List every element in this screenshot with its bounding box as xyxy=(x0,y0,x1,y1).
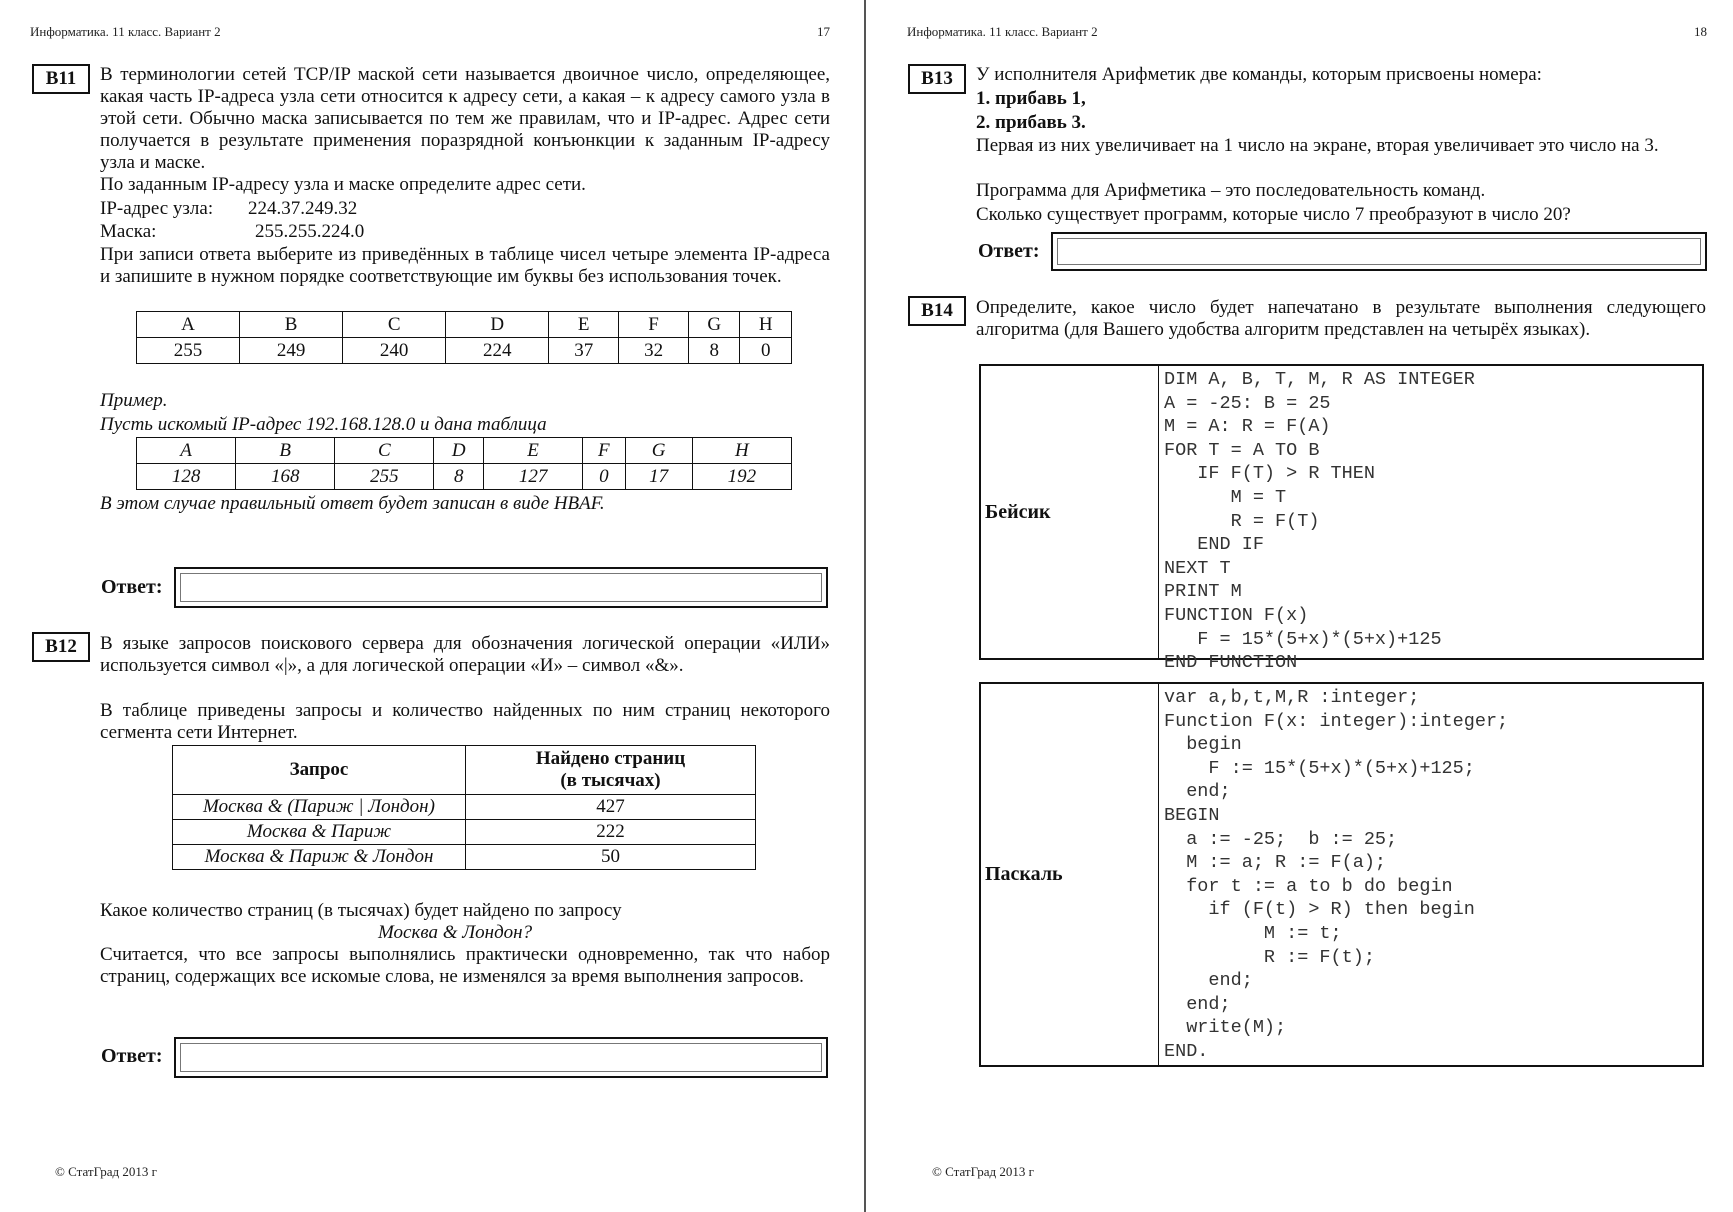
found-cell: 427 xyxy=(466,795,756,820)
table-row xyxy=(173,746,756,795)
b12-note: Считается, что все запросы выполнялись практически одновременно, так что набор страниц, содержащих все искомые слова, не изменялся за время выполнения запросов. xyxy=(100,944,830,987)
b12-answer-label: Ответ: xyxy=(101,1045,163,1067)
table-cell: 240 xyxy=(343,338,446,364)
b11-mask-value: 255.255.224.0 xyxy=(255,221,365,242)
basic-code: DIM A, B, T, M, R AS INTEGER A = -25: B = 25 M = A: R = F(A) FOR T = A TO B IF F(T) > R THEN M = T R = F(T) END IF NEXT T PRINT M FUNCTION F(x) F = 15*(5+x)*(5+x)+125 END FUNCTION xyxy=(1164,369,1475,674)
table-cell: 0 xyxy=(583,464,625,490)
table-row xyxy=(137,338,792,364)
b11-table xyxy=(136,311,792,364)
b12-intro: В языке запросов поискового сервера для обозначения логической операции «ИЛИ» используется символ «|», а для логической операции «И» – символ «&». xyxy=(100,633,830,676)
table-cell: 224 xyxy=(446,338,549,364)
table-header-cell: C xyxy=(335,438,434,464)
query-cell: Москва & Париж & Лондон xyxy=(173,845,466,870)
task-label-b13: B13 xyxy=(908,64,966,94)
column-header-query: Запрос xyxy=(173,746,466,795)
table-cell: 8 xyxy=(689,338,740,364)
b11-example-result: В этом случае правильный ответ будет записан в виде HBAF. xyxy=(100,493,605,514)
b13-answer-label: Ответ: xyxy=(978,240,1040,262)
b13-question: Сколько существует программ, которые число 7 преобразуют в число 20? xyxy=(976,204,1571,225)
table-header-cell: A xyxy=(137,312,240,338)
b11-instruction: При записи ответа выберите из приведённых в таблице чисел четыре элемента IP-адреса и запишите в нужном порядке соответствующие им буквы без использования точек. xyxy=(100,244,830,287)
basic-code-block xyxy=(979,364,1704,674)
b11-example-title: Пример. xyxy=(100,390,168,411)
page-header: Информатика. 11 класс. Вариант 2 xyxy=(907,24,1098,39)
b11-ip-label: IP-адрес узла: xyxy=(100,198,214,219)
b11-mask-label: Маска: xyxy=(100,221,157,242)
page-header: Информатика. 11 класс. Вариант 2 xyxy=(30,24,221,39)
b14-intro: Определите, какое число будет напечатано в результате выполнения следующего алгоритма (для Вашего удобства алгоритм представлен на четырёх языках). xyxy=(976,297,1706,340)
page-footer: © СтатГрад 2013 г xyxy=(932,1164,1034,1179)
page-footer: © СтатГрад 2013 г xyxy=(55,1164,157,1179)
table-row xyxy=(137,438,792,464)
b11-example-table xyxy=(136,437,792,490)
b11-example-text: Пусть искомый IP-адрес 192.168.128.0 и дана таблица xyxy=(100,414,547,435)
table-cell: 0 xyxy=(740,338,792,364)
b13-answer-field[interactable] xyxy=(1051,232,1707,271)
table-header-cell: F xyxy=(619,312,689,338)
table-cell: 8 xyxy=(434,464,484,490)
column-header-found-line1: Найдено страниц xyxy=(535,748,686,769)
table-cell: 249 xyxy=(240,338,343,364)
b13-program: Программа для Арифметика – это последовательность команд. xyxy=(976,180,1486,201)
b13-description: Первая из них увеличивает на 1 число на экране, вторая увеличивает это число на 3. xyxy=(976,135,1659,156)
table-cell: 168 xyxy=(236,464,335,490)
page-number: 17 xyxy=(817,24,830,39)
found-cell: 50 xyxy=(466,845,756,870)
b12-table-intro: В таблице приведены запросы и количество найденных по ним страниц некоторого сегмента сети Интернет. xyxy=(100,700,830,743)
page-divider xyxy=(864,0,866,1212)
table-header-cell: E xyxy=(549,312,619,338)
b11-intro: В терминологии сетей TCP/IP маской сети называется двоичное число, определяющее, какая часть IP-адреса узла сети относится к адресу сети, а какая – к адресу самого узла в этой сети. Обычно маска записывается по тем же правилам, что и IP-адрес. Адрес сети получается в результате применения поразрядной конъюнкции к заданным IP-адресу узла и маске. xyxy=(100,64,830,173)
page-number: 18 xyxy=(1694,24,1707,39)
table-cell: 37 xyxy=(549,338,619,364)
column-header-found xyxy=(466,746,756,795)
b12-query-table xyxy=(172,745,756,870)
task-label-b12: B12 xyxy=(32,632,90,662)
table-cell: 128 xyxy=(137,464,236,490)
task-label-b11: B11 xyxy=(32,64,90,94)
pascal-code: var a,b,t,M,R :integer; Function F(x: integer):integer; begin F := 15*(5+x)*(5+x)+125; end; BEGIN a := -25; b := 25; M := a; R := F(a); for t := a to b do begin if (F(t) > R) then begin M := t; R := F(t); end; end; write(M); END. xyxy=(1164,687,1509,1062)
found-cell: 222 xyxy=(466,820,756,845)
task-label-b14: B14 xyxy=(908,296,966,326)
table-header-cell: A xyxy=(137,438,236,464)
table-cell: 192 xyxy=(692,464,791,490)
b11-answer-label: Ответ: xyxy=(101,576,163,598)
table-cell: 32 xyxy=(619,338,689,364)
table-header-cell: G xyxy=(689,312,740,338)
b11-task: По заданным IP-адресу узла и маске определите адрес сети. xyxy=(100,174,586,195)
basic-language-label: Бейсик xyxy=(981,366,1159,658)
b11-ip-value: 224.37.249.32 xyxy=(248,198,358,219)
query-cell: Москва & (Париж | Лондон) xyxy=(173,795,466,820)
b12-question: Какое количество страниц (в тысячах) будет найдено по запросу xyxy=(100,900,622,921)
b12-question-query: Москва & Лондон? xyxy=(378,922,533,943)
table-row xyxy=(173,795,756,820)
table-header-cell: D xyxy=(434,438,484,464)
table-header-cell: H xyxy=(740,312,792,338)
table-cell: 255 xyxy=(335,464,434,490)
query-cell: Москва & Париж xyxy=(173,820,466,845)
pascal-code-block xyxy=(979,682,1704,1067)
b13-command-2: 2. прибавь 3. xyxy=(976,112,1086,133)
table-row xyxy=(137,464,792,490)
table-cell: 127 xyxy=(484,464,583,490)
table-cell: 255 xyxy=(137,338,240,364)
table-header-cell: G xyxy=(625,438,692,464)
right-page xyxy=(868,0,1733,1212)
table-header-cell: H xyxy=(692,438,791,464)
table-header-cell: F xyxy=(583,438,625,464)
b13-intro: У исполнителя Арифметик две команды, которым присвоены номера: xyxy=(976,64,1542,85)
table-header-cell: B xyxy=(240,312,343,338)
b13-command-1: 1. прибавь 1, xyxy=(976,88,1086,109)
pascal-language-label: Паскаль xyxy=(981,684,1159,1065)
table-header-cell: C xyxy=(343,312,446,338)
column-header-found-line2: (в тысячах) xyxy=(560,770,661,791)
table-cell: 17 xyxy=(625,464,692,490)
b12-answer-field[interactable] xyxy=(174,1037,828,1078)
left-page xyxy=(0,0,864,1212)
table-row xyxy=(137,312,792,338)
table-header-cell: B xyxy=(236,438,335,464)
table-row xyxy=(173,845,756,870)
b11-answer-field[interactable] xyxy=(174,567,828,608)
table-row xyxy=(173,820,756,845)
table-header-cell: E xyxy=(484,438,583,464)
table-header-cell: D xyxy=(446,312,549,338)
